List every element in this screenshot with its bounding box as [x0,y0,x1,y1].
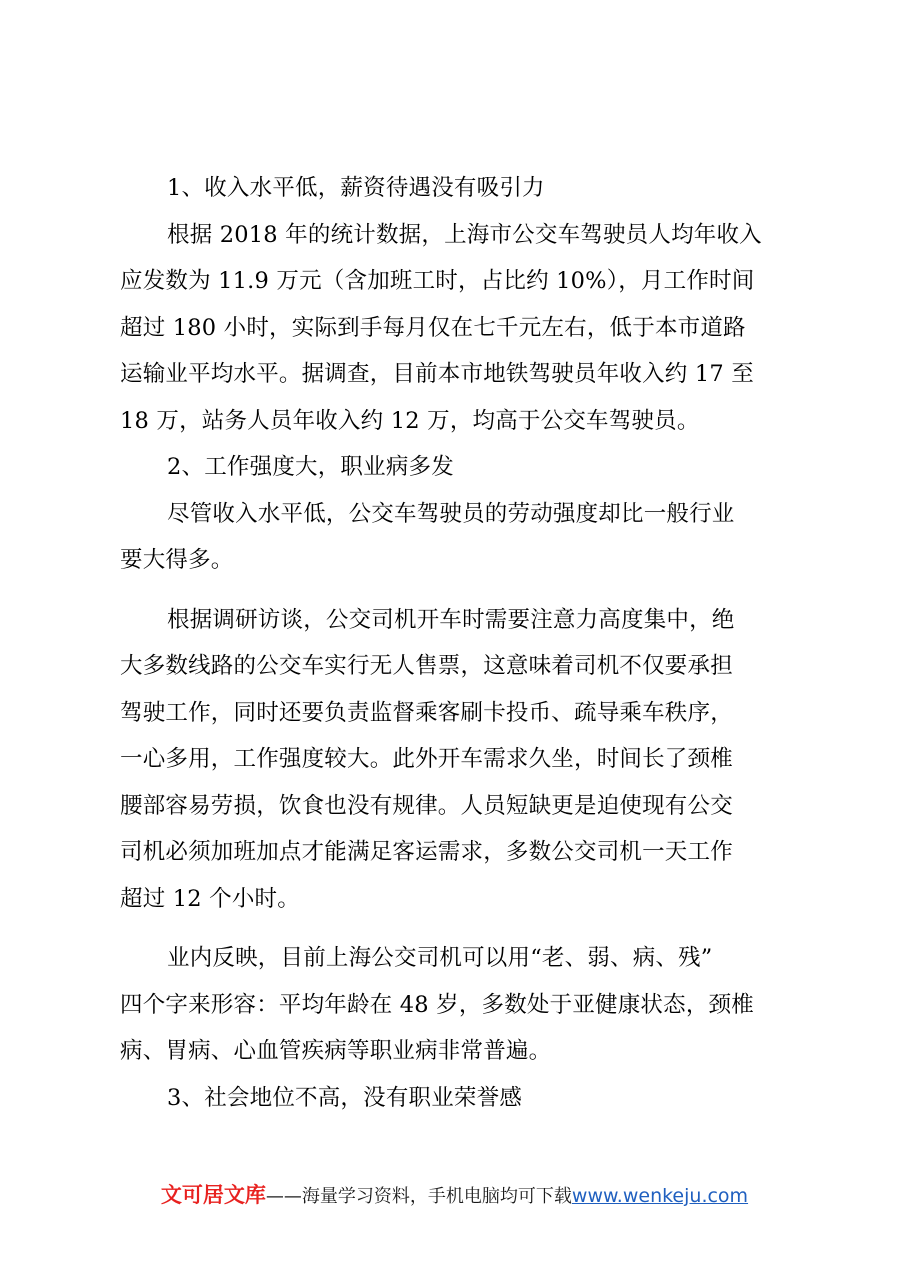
paragraph-line: 根据调研访谈，公交司机开车时需要注意力高度集中，绝 [167,606,735,633]
paragraph-line: 大多数线路的公交车实行无人售票，这意味着司机不仅要承担 [120,653,733,679]
paragraph-line: 业内反映，目前上海公交司机可以用“老、弱、病、残” [167,945,713,971]
website-link[interactable]: www.wenkeju.com [571,1185,749,1207]
paragraph-line: 18 万，站务人员年收入约 12 万，均高于公交车驾驶员。 [120,407,700,434]
paragraph-line: 运输业平均水平。据调查，目前本市地铁驾驶员年收入约 17 至 [120,361,754,387]
paragraph-line: 要大得多。 [120,547,234,573]
paragraph-line: 病、胃病、心血管疾病等职业病非常普遍。 [120,1038,552,1064]
paragraph-line: 驾驶工作，同时还要负责监督乘客刷卡投币、疏导乘车秩序， [120,699,733,726]
footer-description: 海量学习资料，手机电脑均可下载 [301,1186,572,1207]
footer-dash: —— [265,1186,302,1207]
paragraph-line: 腰部容易劳损，饮食也没有规律。人员短缺更是迫使现有公交 [120,792,733,819]
paragraph-line: 一心多用，工作强度较大。此外开车需求久坐，时间长了颈椎 [120,746,733,772]
paragraph-line: 根据 2018 年的统计数据，上海市公交车驾驶员人均年收入 [167,221,762,248]
section-heading-2: 2、工作强度大，职业病多发 [167,454,454,480]
paragraph-line: 应发数为 11.9 万元（含加班工时，占比约 10%），月工作时间 [120,268,755,294]
document-body [120,165,810,1121]
footer-banner [0,1180,909,1212]
paragraph-line: 尽管收入水平低，公交车驾驶员的劳动强度却比一般行业 [167,500,735,527]
section-heading-3: 3、社会地位不高，没有职业荣誉感 [167,1084,523,1111]
paragraph-line: 司机必须加班加点才能满足客运需求，多数公交司机一天工作 [120,839,733,865]
brand-name: 文可居文库 [160,1183,266,1207]
paragraph-line: 四个字来形容：平均年龄在 48 岁，多数处于亚健康状态，颈椎 [120,991,754,1018]
paragraph-line: 超过 12 个小时。 [120,885,300,912]
paragraph-gap [120,584,810,597]
paragraph-gap [120,922,810,935]
paragraph-line: 超过 180 小时，实际到手每月仅在七千元左右，低于本市道路 [120,314,746,341]
section-heading-1: 1、收入水平低，薪资待遇没有吸引力 [167,175,545,201]
